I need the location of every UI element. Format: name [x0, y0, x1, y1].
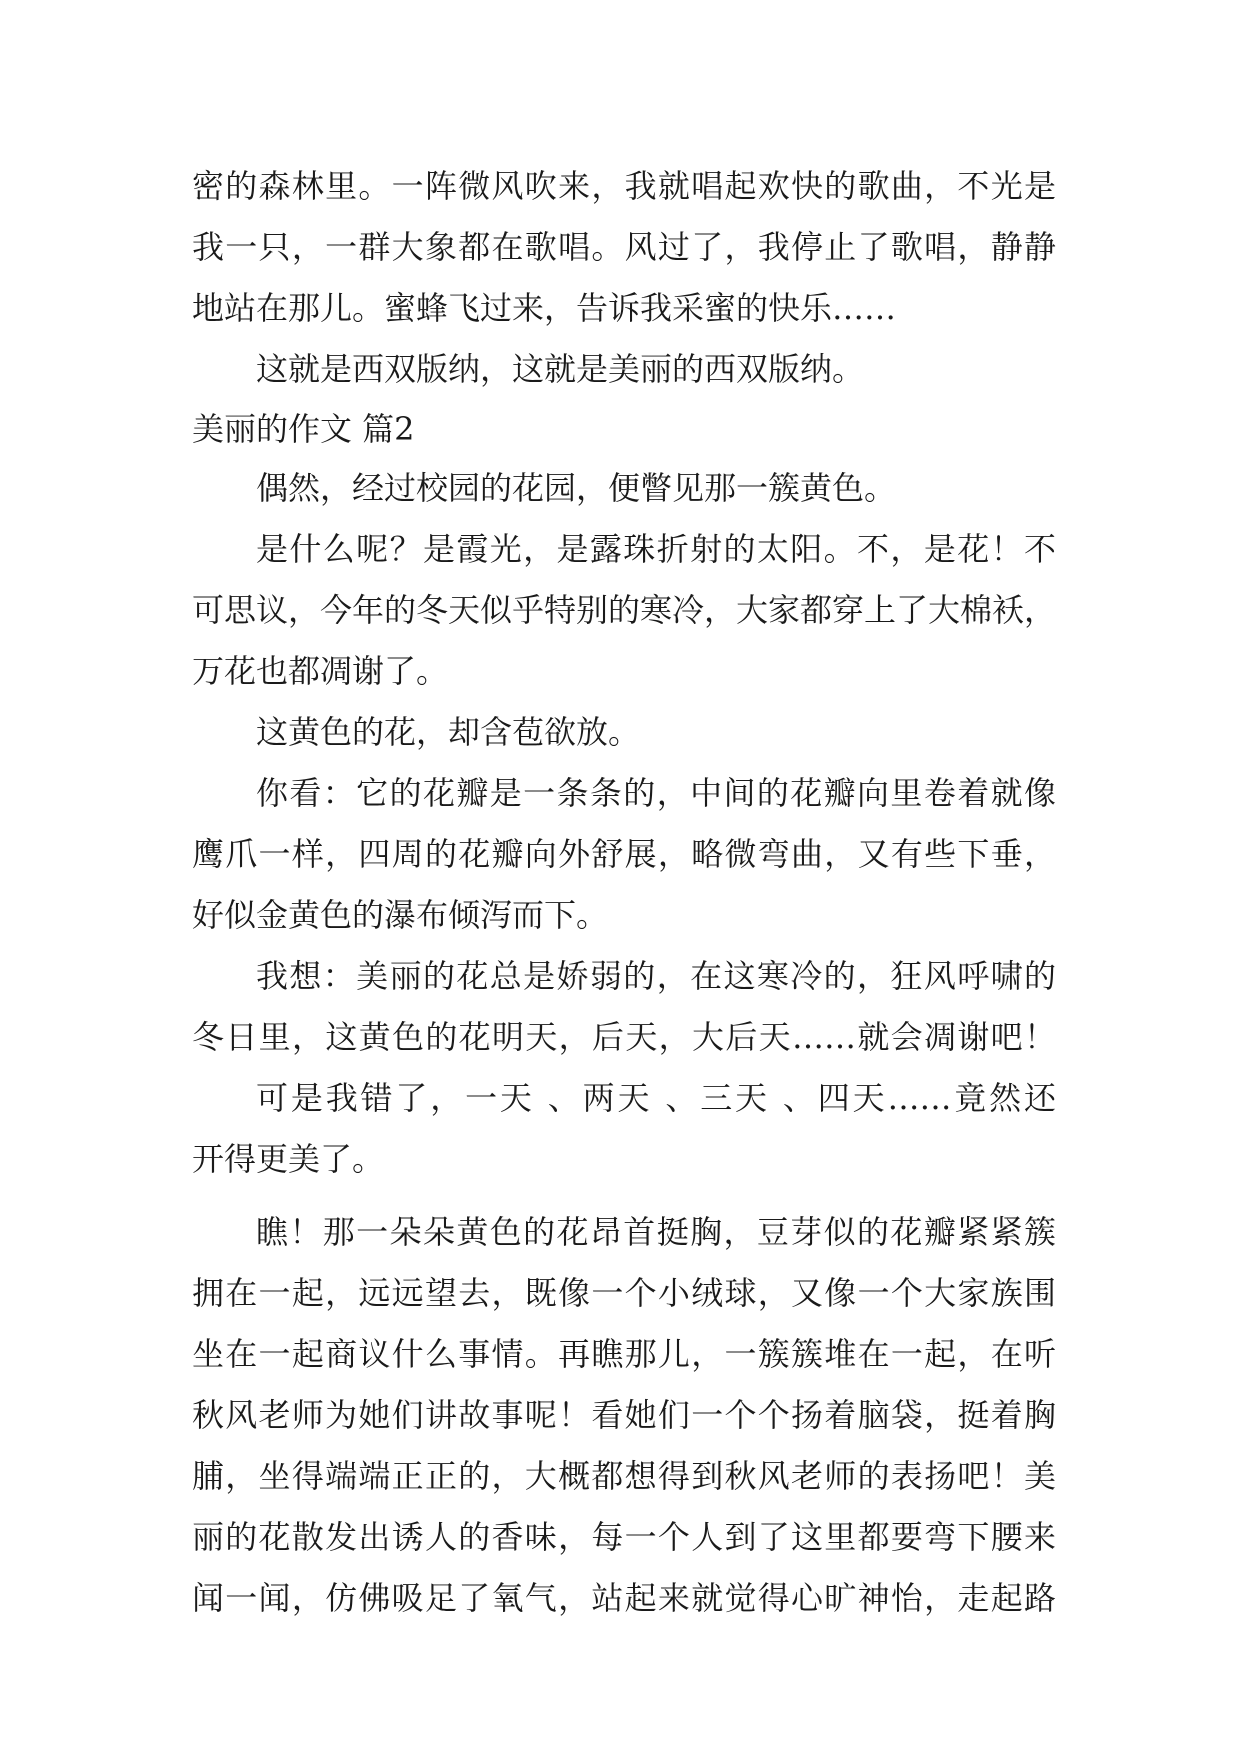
paragraph-line: 秋风老师为她们讲故事呢！看她们一个个扬着脑袋，挺着胸	[192, 1396, 1056, 1434]
paragraph-line: 我一只，一群大象都在歌唱。风过了，我停止了歌唱，静静	[192, 228, 1056, 266]
paragraph-line: 是什么呢？是霞光，是露珠折射的太阳。不，是花！不	[256, 530, 1056, 568]
paragraph-line: 丽的花散发出诱人的香味，每一个人到了这里都要弯下腰来	[192, 1518, 1056, 1556]
paragraph-line: 坐在一起商议什么事情。再瞧那儿，一簇簇堆在一起，在听	[192, 1335, 1056, 1373]
paragraph-line: 冬日里，这黄色的花明天，后天，大后天……就会凋谢吧！	[192, 1018, 1056, 1056]
paragraph-line: 鹰爪一样，四周的花瓣向外舒展，略微弯曲，又有些下垂，	[192, 835, 1056, 873]
paragraph-line: 我想：美丽的花总是娇弱的，在这寒冷的，狂风呼啸的	[256, 957, 1056, 995]
paragraph-line: 开得更美了。	[192, 1140, 385, 1178]
paragraph-line: 万花也都凋谢了。	[192, 652, 449, 690]
paragraph-line: 可是我错了，一天 、两天 、三天 、四天……竟然还	[256, 1079, 1056, 1117]
paragraph-line: 瞧！那一朵朵黄色的花昂首挺胸，豆芽似的花瓣紧紧簇	[256, 1213, 1056, 1251]
paragraph-line: 密的森林里。一阵微风吹来，我就唱起欢快的歌曲，不光是	[192, 167, 1056, 205]
section-heading: 美丽的作文 篇2	[192, 410, 415, 448]
paragraph-line: 可思议，今年的冬天似乎特别的寒冷，大家都穿上了大棉袄，	[192, 591, 1057, 629]
paragraph-line: 脯，坐得端端正正的，大概都想得到秋风老师的表扬吧！美	[192, 1457, 1056, 1495]
paragraph-line: 偶然，经过校园的花园，便瞥见那一簇黄色。	[256, 469, 897, 507]
paragraph-line: 你看：它的花瓣是一条条的，中间的花瓣向里卷着就像	[256, 774, 1056, 812]
document-page	[192, 156, 1056, 1629]
paragraph-line: 拥在一起，远远望去，既像一个小绒球，又像一个大家族围	[192, 1274, 1056, 1312]
paragraph-line: 闻一闻，仿佛吸足了氧气，站起来就觉得心旷神怡，走起路	[192, 1579, 1056, 1617]
paragraph-line: 好似金黄色的瀑布倾泻而下。	[192, 896, 609, 934]
paragraph-line: 这黄色的花，却含苞欲放。	[256, 713, 641, 751]
paragraph-line: 这就是西双版纳，这就是美丽的西双版纳。	[256, 350, 865, 388]
paragraph-line: 地站在那儿。蜜蜂飞过来，告诉我采蜜的快乐……	[192, 289, 897, 327]
